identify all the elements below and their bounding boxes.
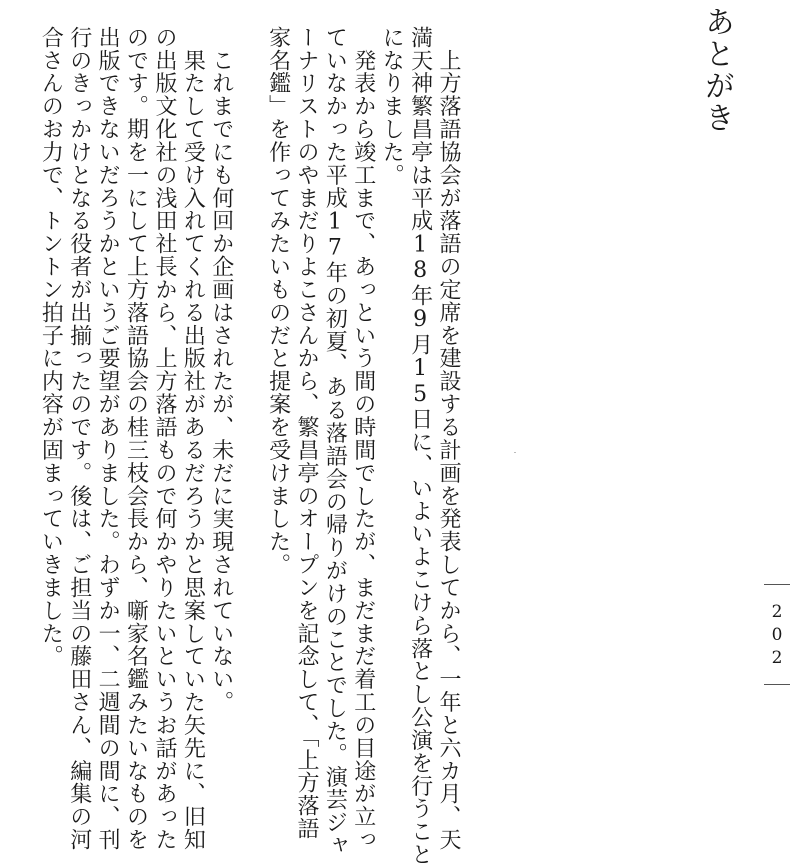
page-title: あとがき [699,6,734,134]
body-text [36,26,462,866]
folio-rule-bottom [764,684,790,685]
paragraph-1: 上方落語協会が落語の定席を建設する計画を発表してから、一年と六カ月、天 満天神繁昌亭は平成18年9月15日に、いよいよこけら落とし公演を行うこと になりました。 [379,26,461,866]
paragraph-4: 果たして受け入れてくれる出版社があるだろうかと思案していた矢先に、旧知 の出版文化社の浅田社長から、上方落語もので何かやりたいというお話があった のです。期を一にして上方落語協会の桂三枝会長から、噺家名鑑みたいなものを 出版できないだろうかというご要望がありました。わずか一、二週間の間に、刊 行のきっかけとなる役者が出揃ったのです。後は、ご担当の藤田さん、編集の河 合さんのお力で、トントン拍子に内容が固まっていきました。 [38,26,206,852]
folio-rule-top [764,584,790,585]
paragraph-2: 発表から竣工まで、あっという間の時間でしたが、まだまだ着工の目途が立っ ていなかった平成17年の初夏、ある落語会の帰りがけのことでした。演芸ジャ ーナリストのやまだりよこさんから、繁昌亭のオープンを記念して、「上方落語 家名鑑」を作ってみたいものだと提案を受けました。 [265,26,376,858]
paragraph-break [235,26,263,866]
scan-speck [514,452,516,453]
page-number: 202 [767,602,787,671]
paragraph-3: これまでにも何回か企画はされたが、未だに実現されていない。 [208,26,234,714]
